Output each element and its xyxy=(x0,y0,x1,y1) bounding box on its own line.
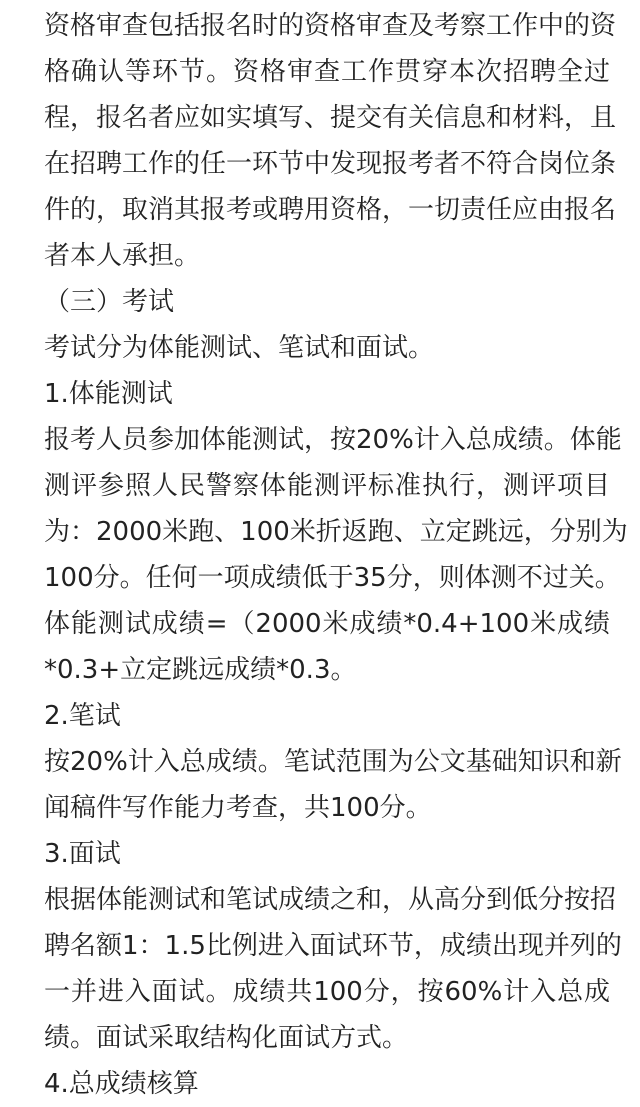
paragraph-line: 一并进入面试。成绩共100分，按60%计入总成 xyxy=(44,977,610,1007)
paragraph-line: 报考人员参加体能测试，按20%计入总成绩。体能 xyxy=(44,425,622,455)
paragraph-line: 100分。任何一项成绩低于35分，则体测不过关。 xyxy=(44,563,621,593)
document-body xyxy=(44,0,628,1107)
paragraph-line: 根据体能测试和笔试成绩之和，从高分到低分按招 xyxy=(44,885,617,915)
paragraph-line: 程，报名者应如实填写、提交有关信息和材料，且 xyxy=(44,103,617,133)
subsection-heading: 4.总成绩核算 xyxy=(44,1069,199,1099)
paragraph-line: 为：2000米跑、100米折返跑、立定跳远，分别为 xyxy=(44,517,628,547)
formula-line: 体能测试成绩=（2000米成绩*0.4+100米成绩 xyxy=(44,609,610,639)
paragraph-line: 绩。面试采取结构化面试方式。 xyxy=(44,1023,409,1053)
paragraph-line: 者本人承担。 xyxy=(44,241,201,271)
section-heading: （三）考试 xyxy=(44,287,175,317)
paragraph-line: 聘名额1：1.5比例进入面试环节，成绩出现并列的 xyxy=(44,931,622,961)
paragraph-line: 闻稿件写作能力考查，共100分。 xyxy=(44,793,432,823)
paragraph-line: 按20%计入总成绩。笔试范围为公文基础知识和新 xyxy=(44,747,622,777)
formula-line: *0.3+立定跳远成绩*0.3。 xyxy=(44,655,357,685)
subsection-heading: 1.体能测试 xyxy=(44,379,173,409)
paragraph-line: 格确认等环节。资格审查工作贯穿本次招聘全过 xyxy=(44,57,610,87)
paragraph-line: 测评参照人民警察体能测评标准执行，测评项目 xyxy=(44,471,610,501)
subsection-heading: 3.面试 xyxy=(44,839,121,869)
paragraph-line: 件的，取消其报考或聘用资格，一切责任应由报名 xyxy=(44,195,617,225)
paragraph-line: 资格审查包括报名时的资格审查及考察工作中的资 xyxy=(44,11,617,41)
paragraph-line: 考试分为体能测试、笔试和面试。 xyxy=(44,333,435,363)
paragraph-line: 在招聘工作的任一环节中发现报考者不符合岗位条 xyxy=(44,149,617,179)
subsection-heading: 2.笔试 xyxy=(44,701,121,731)
